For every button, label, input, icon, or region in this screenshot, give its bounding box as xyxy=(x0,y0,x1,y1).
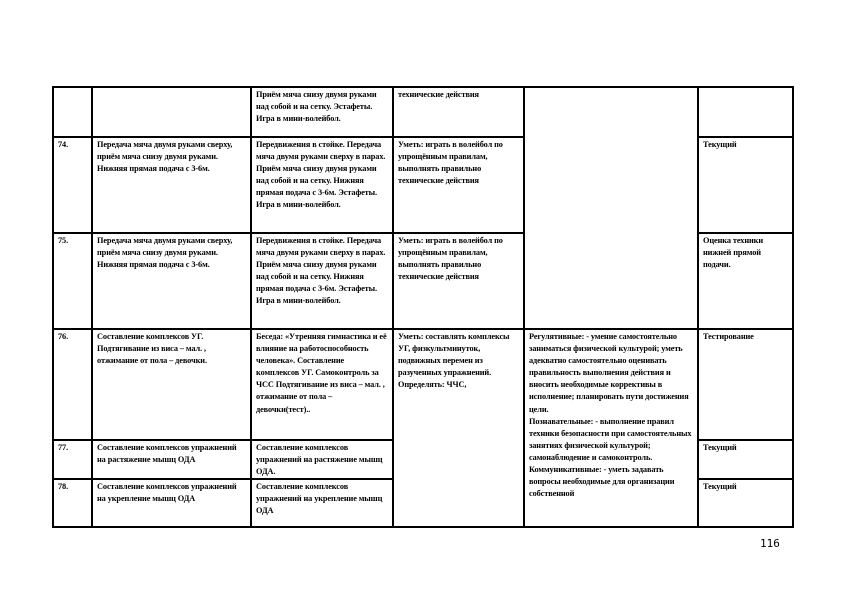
table-row xyxy=(53,87,793,137)
cell-control: Текущий xyxy=(698,479,793,527)
cell-skills: Уметь: составлять комплексы УГ, физкультминуток, подвижных перемен из разученных упражнений. Определять: ЧЧС, xyxy=(393,329,524,527)
cell-content: Приём мяча снизу двумя руками над собой и на сетку. Эстафеты. Игра в мини-волейбол. xyxy=(251,87,393,137)
lesson-plan-table xyxy=(52,86,794,528)
cell-topic xyxy=(92,87,251,137)
cell-skills: технические действия xyxy=(393,87,524,137)
cell-topic: Составление комплексов упражнений на растяжение мышц ОДА xyxy=(92,440,251,479)
cell-content: Беседа: «Утренняя гимнастика и её влияние на работоспособность человека». Составление комплексов УГ. Самоконтроль за ЧСС Подтягивание из виса – мал. , отжимание от пола – девочки(тест).. xyxy=(251,329,393,440)
cell-number: 74. xyxy=(53,137,92,233)
cell-uud: Регулятивные: - умение самостоятельно заниматься физической культурой; уметь адекватно самостоятельно оценивать правильность выполнения действия и вносить необходимые коррективы в исполнение; планировать пути достижения цели. Познавательные: - выполнение правил техники безопасности при самостоятельных занятиях физической культурой; самонаблюдение и самоконтроль. Коммуникативные: - уметь задавать вопросы необходимые для организации собственной xyxy=(524,329,698,527)
cell-control: Текущий xyxy=(698,440,793,479)
cell-content: Передвижения в стойке. Передача мяча двумя руками сверху в парах. Приём мяча снизу двумя руками над собой и на сетку. Нижняя прямая подача с 3-6м. Эстафеты. Игра в мини-волейбол. xyxy=(251,137,393,233)
cell-skills: Уметь: играть в волейбол по упрощённым правилам, выполнять правильно технические действия xyxy=(393,137,524,233)
cell-topic: Передача мяча двумя руками сверху, приём мяча снизу двумя руками. Нижняя прямая подача с 3-6м. xyxy=(92,137,251,233)
cell-content: Передвижения в стойке. Передача мяча двумя руками сверху в парах. Приём мяча снизу двумя руками над собой и на сетку. Нижняя прямая подача с 3-6м. Эстафеты. Игра в мини-волейбол. xyxy=(251,233,393,329)
table-row xyxy=(53,329,793,440)
page-number: 116 xyxy=(760,537,780,550)
cell-control xyxy=(698,87,793,137)
cell-number: 75. xyxy=(53,233,92,329)
cell-topic: Составление комплексов упражнений на укрепление мышц ОДА xyxy=(92,479,251,527)
cell-topic: Передача мяча двумя руками сверху, приём мяча снизу двумя руками. Нижняя прямая подача с 3-6м. xyxy=(92,233,251,329)
cell-number: 78. xyxy=(53,479,92,527)
cell-uud xyxy=(524,87,698,329)
cell-control: Тестирование xyxy=(698,329,793,440)
cell-content: Составление комплексов упражнений на растяжение мышц ОДА. xyxy=(251,440,393,479)
cell-content: Составление комплексов упражнений на укрепление мышц ОДА xyxy=(251,479,393,527)
cell-number: 76. xyxy=(53,329,92,440)
cell-control: Текущий xyxy=(698,137,793,233)
cell-skills: Уметь: играть в волейбол по упрощённым правилам, выполнять правильно технические действия xyxy=(393,233,524,329)
cell-control: Оценка техники нижней прямой подачи. xyxy=(698,233,793,329)
cell-topic: Составление комплексов УГ. Подтягивание из виса – мал. , отжимание от пола – девочки. xyxy=(92,329,251,440)
cell-number xyxy=(53,87,92,137)
cell-number: 77. xyxy=(53,440,92,479)
